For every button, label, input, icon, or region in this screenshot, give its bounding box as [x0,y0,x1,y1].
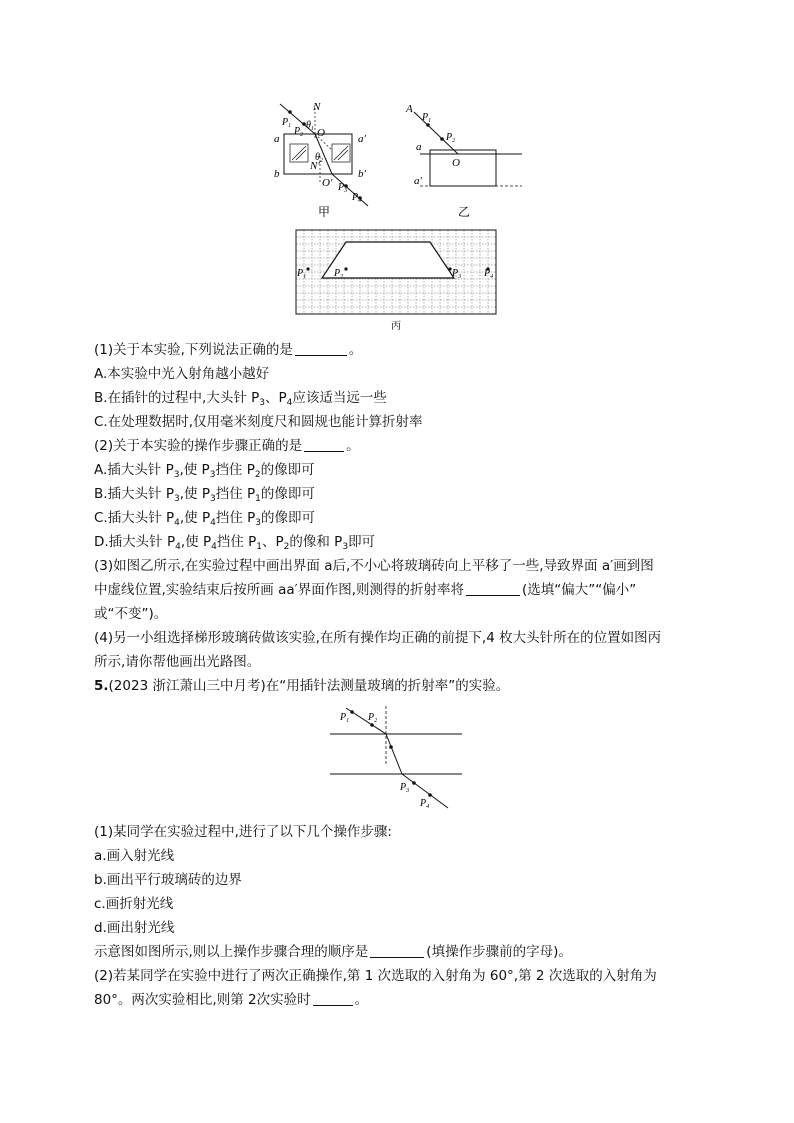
answer-blank[interactable] [466,581,520,596]
glass-block [430,150,496,186]
q4-part3-line3: 或“不变”)。 [94,606,168,622]
label-P2: $P_2$ [368,712,378,724]
q5-step-c: c.画折射光线 [94,896,174,912]
label-P4: $P_4$ [420,798,430,810]
label-P1: $P_1$ [297,268,307,280]
figure-jia [268,98,388,220]
label-P4: $P_4$ [484,268,494,280]
label-N-prime: N′ [310,160,320,172]
label-P3: $P_3$ [338,182,348,194]
trapezoid-glass [322,242,454,278]
caption-jia: 甲 [318,205,331,219]
figure-yi [400,98,530,220]
pin-P4 [428,793,432,797]
label-theta2: $\theta_2$ [315,152,323,164]
label-P1: $P_1$ [282,117,292,129]
pin-P1 [350,710,354,714]
q4-option-c: C.在处理数据时,仅用毫米刻度尺和圆规也能计算折射率 [94,414,423,430]
label-O-prime: O′ [322,177,333,189]
q5-part2-line2: 80°。两次实验相比,则第 2次实验时 。 [94,992,369,1008]
q5-part1: (1)某同学在实验过程中,进行了以下几个操作步骤: [94,824,392,840]
q5-title: 5.(2023 浙江萧山三中月考)在“用插针法测量玻璃的折射率”的实验。 [94,678,510,694]
answer-blank[interactable] [313,991,353,1006]
q4-2-option-a: A.插大头针 $P_3$,使 $P_3$挡住 $P_2$的像即可 [94,462,315,480]
pin-P2 [440,137,444,141]
pin-P3 [412,781,416,785]
label-a-prime: a′ [414,175,422,187]
q4-part2: (2)关于本实验的操作步骤正确的是 。 [94,438,360,454]
q5-step-b: b.画出平行玻璃砖的边界 [94,872,242,888]
label-P2: $P_2$ [446,132,456,144]
label-O: O [317,127,325,139]
label-a-prime: a′ [358,133,366,145]
label-b: b [274,168,280,180]
q5-step-a: a.画入射光线 [94,848,175,864]
label-P2: $P_2$ [294,126,304,138]
label-P3: $P_3$ [400,782,410,794]
label-O: O [452,157,460,169]
label-P3: $P_3$ [452,268,462,280]
label-a: a [274,133,280,145]
label-P1: $P_1$ [340,712,350,724]
pin-mid [389,745,393,749]
q4-part4-line1: (4)另一小组选择梯形玻璃砖做该实验,在所有操作均正确的前提下,4 枚大头针所在的位置如图丙 [94,630,662,646]
label-P4: $P_4$ [352,192,362,204]
figure-q5 [326,702,466,812]
q4-2-option-d: D.插大头针 $P_4$,使 $P_4$挡住 $P_1$、$P_2$的像和 $P_3$即可 [94,534,376,552]
q5-part1-question: 示意图如图所示,则以上操作步骤合理的顺序是 (填操作步骤前的字母)。 [94,944,572,960]
q4-part1: (1)关于本实验,下列说法正确的是 。 [94,342,363,358]
label-a: a [416,141,422,153]
q5-part2-line1: (2)若某同学在实验中进行了两次正确操作,第 1 次选取的入射角为 60°,第 2 次选取的入射角为 [94,968,657,984]
pin-P1 [288,110,292,114]
label-P2: $P_2$ [334,268,344,280]
caption-yi: 乙 [458,205,471,219]
answer-blank[interactable] [370,943,424,958]
q4-part3-line2: 中虚线位置,实验结束后按所画 aa′界面作图,则测得的折射率将 (选填“偏大”“偏小” [94,582,637,598]
q4-option-b: B.在插针的过程中,大头针 $P_3$、$P_4$应该适当远一些 [94,390,387,408]
label-P1: $P_1$ [422,112,432,124]
caption-bing: 丙 [391,321,401,332]
q4-part4-line2: 所示,请你帮他画出光路图。 [94,654,261,670]
q4-2-option-c: C.插大头针 $P_4$,使 $P_4$挡住 $P_3$的像即可 [94,510,316,528]
answer-blank[interactable] [304,437,344,452]
label-N: N [313,101,321,113]
q4-part3-line1: (3)如图乙所示,在实验过程中画出界面 a后,不小心将玻璃砖向上平移了一些,导致界面 a′画到图 [94,558,654,574]
q5-step-d: d.画出射光线 [94,920,175,936]
pin-P2 [344,267,347,270]
label-b-prime: b′ [358,168,366,180]
pin-P1 [306,267,309,270]
answer-blank[interactable] [295,341,347,356]
figure-bing [294,228,500,334]
label-theta1: $\theta_1$ [306,120,314,132]
label-A: A [406,103,413,115]
q4-option-a: A.本实验中光入射角越小越好 [94,366,270,382]
refracted-ray [386,734,402,774]
q4-2-option-b: B.插大头针 $P_3$,使 $P_3$挡住 $P_1$的像即可 [94,486,315,504]
